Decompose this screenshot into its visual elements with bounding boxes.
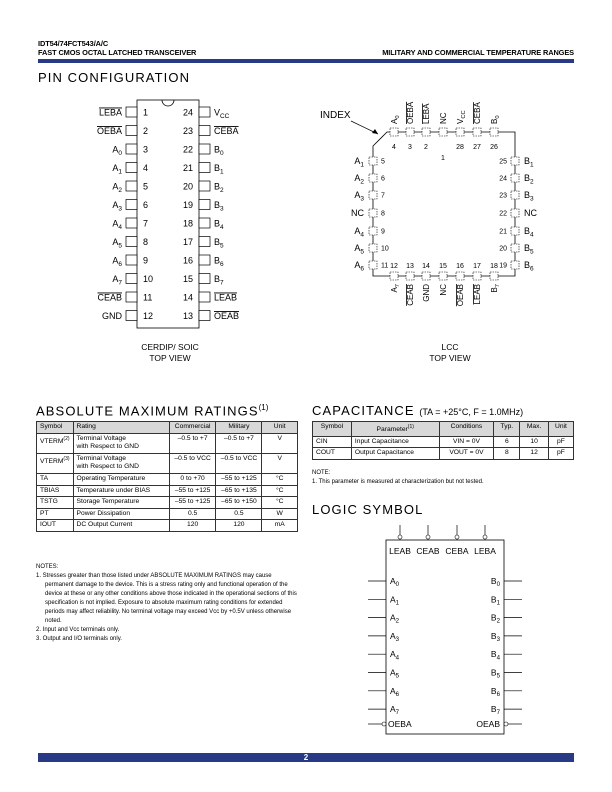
header-rule	[38, 59, 574, 63]
lcc-pin-number: 20	[499, 245, 507, 253]
table-row	[37, 520, 298, 532]
lcc-pad-bottom	[422, 272, 430, 280]
pin-label: NC	[351, 208, 364, 218]
dip-pin-left	[126, 292, 137, 302]
lcc-pad-right	[511, 244, 519, 252]
lcc-pin-number: 19	[499, 262, 507, 270]
logic-invert-bubble	[455, 535, 459, 539]
pin-label: CEAB	[406, 284, 415, 306]
dip-pin-number: 4	[143, 163, 149, 173]
abs-max-military: –0.5 to VCC	[216, 453, 262, 473]
abs-max-unit: °C	[262, 497, 298, 509]
dip-pin-number: 23	[182, 126, 193, 136]
lcc-caption-pkg: LCC	[441, 342, 459, 352]
dip-pin-left	[126, 311, 137, 321]
abs-max-military: 120	[216, 520, 262, 532]
abs-max-unit: W	[262, 508, 298, 520]
lcc-pin-number: 6	[381, 175, 385, 183]
lcc-pin-number: 18	[490, 263, 498, 270]
lcc-pin-number: 23	[499, 192, 507, 200]
pin-label: $B_4$	[524, 226, 534, 239]
lcc-pin-number: 4	[392, 144, 396, 151]
pin-label: LEAB	[473, 284, 482, 305]
logic-body	[386, 540, 504, 734]
capacitance-unit: pF	[548, 436, 573, 448]
pin-label: $A_2$	[354, 173, 364, 186]
pin-label: $A_1$	[354, 156, 364, 169]
capacitance-title-text: CAPACITANCE	[312, 403, 415, 418]
pin-label: $A_3$	[354, 190, 364, 203]
pin-label: $B_6$	[490, 685, 500, 698]
abs-max-symbol: TBIAS	[37, 485, 74, 497]
lcc-caption	[400, 342, 500, 364]
dip-pin-left	[126, 237, 137, 247]
abs-max-rating: DC Output Current	[73, 520, 169, 532]
abs-max-symbol: PT	[37, 508, 74, 520]
lcc-pad-right	[511, 174, 519, 182]
dip-pin-number: 2	[143, 126, 149, 136]
pin-label: CEBA	[473, 102, 482, 124]
abs-max-symbol: TA	[37, 473, 74, 485]
logic-invert-bubble	[426, 535, 430, 539]
pin-label: $A_7$	[112, 274, 122, 287]
pin-label: $B_6$	[524, 260, 534, 273]
pin-label: $A_4$	[354, 226, 364, 239]
lcc-pad-right	[511, 157, 519, 165]
dip-pin-right	[199, 292, 210, 302]
pin-label: LEBA	[98, 107, 122, 118]
abs-max-unit: °C	[262, 485, 298, 497]
pin-label: NC	[439, 112, 448, 124]
lcc-pad-right	[511, 191, 519, 199]
abs-max-rating: Storage Temperature	[73, 497, 169, 509]
dip-pin-right	[199, 311, 210, 321]
table-row	[37, 497, 298, 509]
capacitance-note: 1. This parameter is measured at characterization but not tested.	[312, 479, 484, 485]
pin-label: $B_2$	[490, 612, 500, 625]
pin-label: NC	[439, 284, 448, 296]
dip-pin-left	[126, 107, 137, 117]
logic-invert-bubble	[382, 722, 386, 726]
dip-pin-number: 11	[143, 292, 153, 303]
pin-label: $A_0$	[390, 576, 400, 589]
pin-label: CEBA	[214, 126, 239, 136]
pin-label: GND	[422, 284, 431, 302]
lcc-pad-top	[422, 128, 430, 136]
pin-label: $V_{CC}$	[456, 110, 467, 124]
lcc-pin-number: 27	[473, 144, 481, 151]
abs-max-rating: Operating Temperature	[73, 473, 169, 485]
abs-max-commercial: 0.5	[169, 508, 216, 520]
abs-max-military: 0.5	[216, 508, 262, 520]
table-row	[313, 448, 574, 460]
capacitance-symbol: CIN	[313, 436, 352, 448]
dip-pin-left	[126, 181, 137, 191]
lcc-pad-right	[511, 209, 519, 217]
abs-max-header-cell: Rating	[73, 422, 169, 434]
lcc-pinout-diagram	[315, 88, 560, 348]
pin-label: $B_5$	[524, 243, 534, 256]
logic-top-label: CEAB	[416, 546, 440, 556]
dip-pin-number: 22	[182, 144, 193, 155]
dip-pin-right	[199, 126, 210, 136]
abs-max-rating: Terminal Voltage with Respect to GND	[73, 453, 169, 473]
abs-max-note: NOTES:	[36, 564, 59, 570]
lcc-pad-bottom	[390, 272, 398, 280]
pin-label: $B_5$	[214, 237, 224, 250]
logic-invert-bubble	[504, 722, 508, 726]
dip-pin-number: 6	[143, 200, 149, 210]
pin-label: $A_4$	[390, 649, 400, 662]
pin-label: $A_3$	[112, 200, 122, 213]
capacitance-title	[312, 403, 523, 418]
pin-label: GND	[102, 311, 122, 321]
abs-max-unit: V	[262, 453, 298, 473]
pin-label: $B_1$	[214, 163, 224, 176]
lcc-pin-number: 25	[499, 158, 507, 166]
table-row	[37, 473, 298, 485]
logic-invert-bubble	[483, 535, 487, 539]
lcc-pad-left	[369, 157, 377, 165]
abs-max-commercial: –55 to +125	[169, 497, 216, 509]
pin-label: $A_2$	[390, 612, 400, 625]
lcc-pad-top	[473, 128, 481, 136]
abs-max-note: 3. Output and I/O terminals only.	[36, 636, 122, 642]
lcc-pad-left	[369, 244, 377, 252]
capacitance-notes	[312, 469, 574, 487]
lcc-pin-number: 22	[499, 210, 507, 218]
lcc-pad-top	[439, 128, 447, 136]
abs-max-title	[36, 403, 268, 418]
lcc-pad-bottom	[406, 272, 414, 280]
abs-max-commercial: –0.5 to VCC	[169, 453, 216, 473]
pin-label: $B_0$	[490, 576, 500, 589]
lcc-pad-left	[369, 209, 377, 217]
lcc-pad-top	[490, 128, 498, 136]
pin-label: LEAB	[214, 292, 238, 303]
capacitance-typ: 8	[494, 448, 520, 460]
lcc-pin-number: 1	[441, 155, 445, 162]
capacitance-param: Input Capacitance	[351, 436, 439, 448]
capacitance-header-cell: Conditions	[439, 422, 494, 437]
doc-part-number: IDT54/74FCT543/A/C	[38, 39, 109, 48]
dip-pin-right	[199, 200, 210, 210]
lcc-pin-number: 3	[408, 144, 412, 151]
dip-pinout-diagram	[80, 92, 260, 332]
pin-label: $A_6$	[390, 685, 400, 698]
dip-pin-number: 19	[182, 200, 193, 210]
dip-caption-pkg: CERDIP/ SOIC	[141, 342, 199, 352]
dip-pin-left	[126, 126, 137, 136]
pin-label: $B_0$	[490, 115, 501, 124]
pin-label: $B_7$	[214, 274, 224, 287]
pin-label: $B_7$	[490, 704, 500, 717]
capacitance-header-row	[313, 422, 574, 437]
abs-max-military: –55 to +125	[216, 473, 262, 485]
capacitance-cond: VOUT = 0V	[439, 448, 494, 460]
capacitance-table	[312, 421, 574, 460]
dip-pin-right	[199, 163, 210, 173]
abs-max-title-sup: (1)	[258, 403, 269, 412]
dip-pin-left	[126, 255, 137, 265]
lcc-pad-top	[390, 128, 398, 136]
pin-label: $V_{CC}$	[214, 107, 230, 120]
capacitance-symbol: COUT	[313, 448, 352, 460]
lcc-pin-number: 13	[406, 263, 414, 270]
lcc-pad-top	[456, 128, 464, 136]
pin-label: LEBA	[422, 103, 431, 124]
dip-pin-number: 1	[143, 107, 149, 118]
pin-label: $B_3$	[524, 190, 534, 203]
pin-label: $A_1$	[112, 163, 122, 176]
lcc-pin-number: 28	[456, 144, 464, 151]
abs-max-symbol: VTERM$^{(3)}$	[37, 453, 74, 473]
abs-max-unit: V	[262, 433, 298, 453]
logic-symbol-diagram	[360, 522, 530, 744]
abs-max-header-cell: Commercial	[169, 422, 216, 434]
capacitance-unit: pF	[548, 448, 573, 460]
table-row	[37, 485, 298, 497]
capacitance-max: 12	[520, 448, 549, 460]
dip-pin-right	[199, 237, 210, 247]
pin-label: $B_1$	[524, 156, 534, 169]
doc-subtitle: FAST CMOS OCTAL LATCHED TRANSCEIVER	[38, 48, 197, 57]
lcc-pad-right	[511, 261, 519, 269]
lcc-pin-number: 11	[381, 262, 389, 270]
lcc-pad-bottom	[439, 272, 447, 280]
abs-max-symbol: VTERM$^{(2)}$	[37, 433, 74, 453]
pin-label: $B_4$	[490, 649, 500, 662]
lcc-pin-number: 14	[422, 263, 430, 270]
capacitance-header-cell: Typ.	[494, 422, 520, 437]
dip-pin-number: 12	[143, 311, 154, 321]
lcc-pad-right	[511, 227, 519, 235]
capacitance-typ: 6	[494, 436, 520, 448]
pin-label: $A_5$	[390, 667, 400, 680]
abs-max-unit: mA	[262, 520, 298, 532]
pin-label: $B_2$	[524, 173, 534, 186]
dip-pin-number: 13	[182, 311, 193, 321]
dip-pin-right	[199, 107, 210, 117]
pin-label: CEAB	[97, 292, 122, 303]
dip-pin-number: 24	[182, 107, 193, 118]
lcc-pad-bottom	[473, 272, 481, 280]
capacitance-header-cell: Max.	[520, 422, 549, 437]
logic-invert-bubble	[398, 535, 402, 539]
pin-label: $A_6$	[354, 260, 364, 273]
dip-pin-left	[126, 144, 137, 154]
dip-pin-number: 20	[182, 181, 193, 192]
lcc-pin-number: 5	[381, 158, 385, 166]
dip-pin-left	[126, 218, 137, 228]
lcc-pin-number: 26	[490, 144, 498, 151]
logic-top-label: LEBA	[474, 546, 496, 556]
doc-range: MILITARY AND COMMERCIAL TEMPERATURE RANGES	[382, 48, 574, 57]
abs-max-rating: Temperature under BIAS	[73, 485, 169, 497]
lcc-pin-number: 21	[499, 228, 507, 236]
lcc-pad-top	[406, 128, 414, 136]
dip-pin-right	[199, 218, 210, 228]
abs-max-commercial: –0.5 to +7	[169, 433, 216, 453]
capacitance-conditions: (TA = +25°C, F = 1.0MHz)	[419, 407, 524, 417]
pin-label: OEAB	[456, 284, 465, 307]
capacitance-note: NOTE:	[312, 470, 331, 476]
lcc-pin-number: 12	[390, 263, 398, 270]
abs-max-table	[36, 421, 298, 532]
abs-max-military: –65 to +150	[216, 497, 262, 509]
pin-label: $B_3$	[214, 200, 224, 213]
dip-pin-number: 7	[143, 218, 149, 229]
pin-label: $A_3$	[390, 630, 400, 644]
logic-symbol-title: LOGIC SYMBOL	[312, 502, 424, 517]
table-row	[37, 453, 298, 473]
capacitance-cond: VIN = 0V	[439, 436, 494, 448]
dip-pin-number: 10	[143, 274, 154, 284]
table-row	[37, 508, 298, 520]
dip-pin-number: 9	[143, 255, 149, 266]
logic-oeba-label: OEBA	[388, 719, 412, 729]
dip-pin-left	[126, 200, 137, 210]
dip-pin-number: 5	[143, 181, 149, 192]
lcc-pad-left	[369, 227, 377, 235]
abs-max-symbol: IOUT	[37, 520, 74, 532]
dip-pin-number: 16	[182, 255, 193, 266]
abs-max-commercial: –55 to +125	[169, 485, 216, 497]
pin-label: $B_2$	[214, 181, 224, 194]
pin-label: $A_0$	[390, 115, 401, 124]
abs-max-title-text: ABSOLUTE MAXIMUM RATINGS	[36, 403, 259, 419]
abs-max-military: –0.5 to +7	[216, 433, 262, 453]
pin-config-title: PIN CONFIGURATION	[38, 70, 191, 85]
abs-max-note: 2. Input and Vcc terminals only.	[36, 627, 120, 633]
capacitance-max: 10	[520, 436, 549, 448]
capacitance-header-cell: Symbol	[313, 422, 352, 437]
pin-label: $A_6$	[112, 255, 122, 268]
capacitance-param: Output Capacitance	[351, 448, 439, 460]
abs-max-commercial: 0 to +70	[169, 473, 216, 485]
dip-caption-view: TOP VIEW	[149, 353, 191, 363]
lcc-pad-left	[369, 261, 377, 269]
dip-pin-right	[199, 181, 210, 191]
lcc-pin-number: 7	[381, 192, 385, 200]
dip-pin-number: 15	[182, 274, 193, 284]
pin-label: OEAB	[214, 311, 240, 321]
capacitance-header-cell: Unit	[548, 422, 573, 437]
lcc-index-label: INDEX	[320, 110, 351, 121]
dip-caption	[120, 342, 220, 364]
pin-label: $B_0$	[214, 144, 224, 157]
dip-pin-right	[199, 144, 210, 154]
abs-max-symbol: TSTG	[37, 497, 74, 509]
lcc-pin-number: 9	[381, 228, 385, 236]
abs-max-unit: °C	[262, 473, 298, 485]
logic-top-label: LEAB	[389, 546, 411, 556]
pin-label: $B_4$	[214, 218, 224, 231]
dip-pin-number: 21	[182, 163, 193, 173]
lcc-pin-number: 2	[424, 144, 428, 151]
dip-pin-right	[199, 255, 210, 265]
table-row	[37, 433, 298, 453]
abs-max-header-cell: Unit	[262, 422, 298, 434]
pin-label: OEBA	[406, 101, 415, 124]
lcc-pin-number: 15	[439, 263, 447, 270]
abs-max-commercial: 120	[169, 520, 216, 532]
abs-max-header-cell: Military	[216, 422, 262, 434]
pin-label: $A_2$	[112, 181, 122, 194]
lcc-pin-number: 8	[381, 210, 385, 218]
pin-label: $A_5$	[354, 243, 364, 256]
dip-pin-number: 17	[182, 237, 193, 247]
lcc-pin-number: 16	[456, 263, 464, 270]
abs-max-rating: Power Dissipation	[73, 508, 169, 520]
table-row	[313, 436, 574, 448]
dip-pin-left	[126, 274, 137, 284]
pin-label: $A_1$	[390, 594, 400, 607]
pin-label: $B_3$	[490, 630, 500, 644]
abs-max-military: –65 to +135	[216, 485, 262, 497]
lcc-caption-view: TOP VIEW	[429, 353, 471, 363]
dip-pin-left	[126, 163, 137, 173]
pin-label: OEBA	[96, 126, 122, 136]
lcc-pin-number: 10	[381, 245, 389, 253]
pin-label: $A_5$	[112, 237, 122, 250]
lcc-body	[373, 132, 515, 276]
lcc-pin-number: 24	[499, 175, 507, 183]
capacitance-header-cell: Parameter$^{(1)}$	[351, 422, 439, 437]
dip-pin-number: 3	[143, 144, 149, 155]
pin-label: NC	[524, 208, 537, 218]
abs-max-header-row	[37, 422, 298, 434]
dip-pin-number: 8	[143, 237, 149, 247]
dip-pin-number: 14	[182, 292, 193, 303]
abs-max-header-cell: Symbol	[37, 422, 74, 434]
pin-label: $A_7$	[390, 704, 400, 717]
pin-label: $B_1$	[490, 594, 500, 607]
pin-label: $B_6$	[214, 255, 224, 268]
dip-pin-number: 18	[182, 218, 193, 229]
pin-label: $B_7$	[490, 284, 501, 293]
pin-label: $A_0$	[112, 144, 122, 157]
abs-max-notes	[36, 563, 298, 644]
abs-max-note: 1. Stresses greater than those listed under ABSOLUTE MAXIMUM RATINGS may cause permanent damage to the device. This is a stress rating only and functional operation of the device at these or any other conditions above those indicated in the operational sections of this specification is not implied. Exposure to absolute maximum rating conditions for extended periods may affect reliability. No terminal voltage may exceed Vcc by +0.5V unless otherwise noted.	[36, 573, 297, 624]
logic-oeab-label: OEAB	[476, 719, 500, 729]
lcc-pin-number: 17	[473, 263, 481, 270]
lcc-pad-left	[369, 174, 377, 182]
abs-max-rating: Terminal Voltage with Respect to GND	[73, 433, 169, 453]
dip-pin-right	[199, 274, 210, 284]
pin-label: $B_5$	[490, 667, 500, 680]
lcc-pad-bottom	[490, 272, 498, 280]
lcc-pad-bottom	[456, 272, 464, 280]
pin-label: $A_7$	[390, 284, 401, 293]
pin-label: $A_4$	[112, 218, 122, 231]
lcc-pad-left	[369, 191, 377, 199]
logic-top-label: CEBA	[445, 546, 469, 556]
page-number: 2	[303, 753, 309, 762]
